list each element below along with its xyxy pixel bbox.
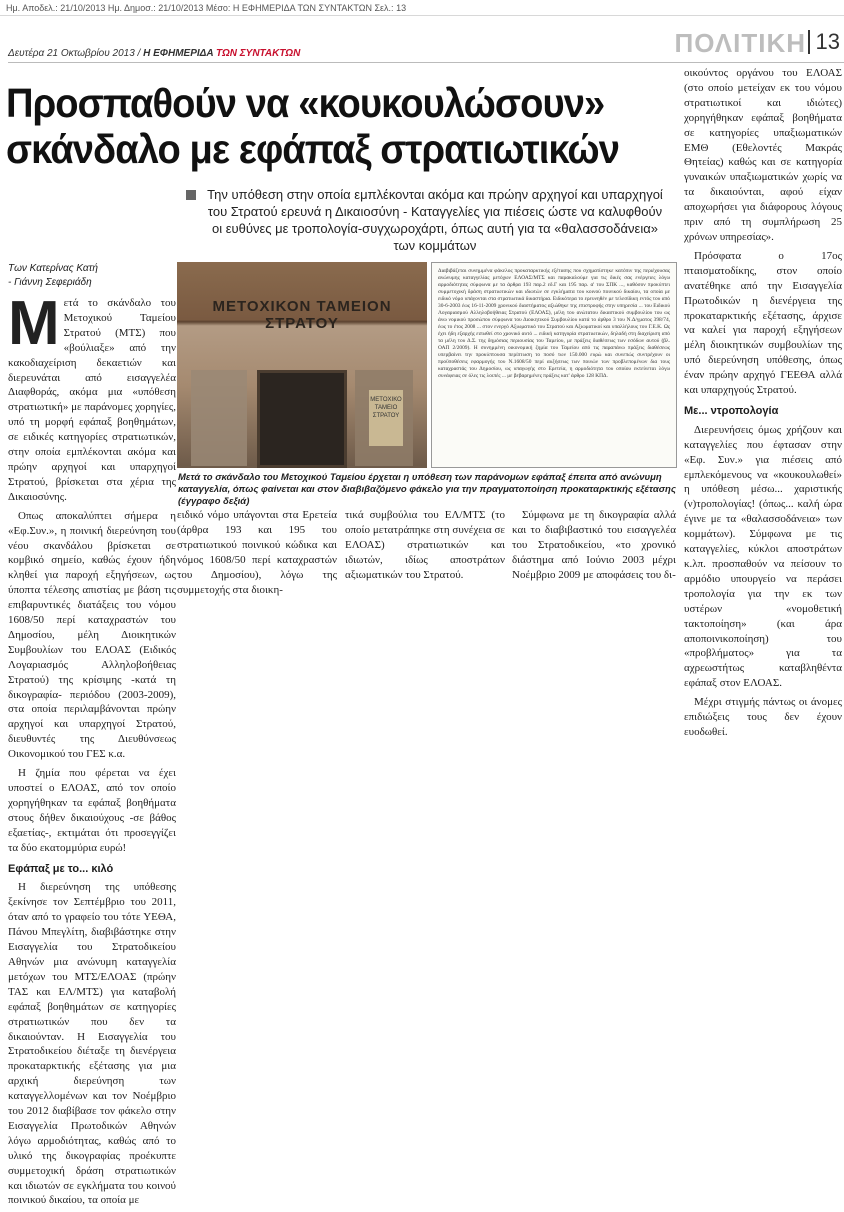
building-photo: [177, 262, 427, 468]
building-sign: ΜΕΤΟΧΙΚΟΝ ΤΑΜΕΙΟΝ ΣΤΡΑΤΟΥ: [212, 298, 392, 332]
paragraph: Η ζημία που φέρεται να έχει υποστεί ο ΕΛΟΑΣ, από τον οποίο χορηγήθηκαν τα εφάπαξ βοηθήματα στους δήθεν δικαιούχους -σε βάθος εξαετίας-, εκτιμάται ότι προσεγγίζει τα δύο εκατομμύρια ευρώ!: [8, 767, 176, 854]
issue-date: Δευτέρα 21 Οκτωβρίου 2013 /: [8, 48, 141, 59]
byline-author-1: Των Κατερίνας Κατή: [8, 263, 98, 274]
subheading: Με... ντροπολογία: [684, 404, 779, 417]
byline-author-2: - Γιάννη Σεφεριάδη: [8, 277, 92, 288]
paragraph: Σύμφωνα με τη δικογραφία αλλά και το διαβιβαστικό του εισαγγελέα του Στρατοδικείου, «το χρονικό διάστημα από Ιούνιο 2003 μέχρι Νοέμβριο 2009 με αποφάσεις του δι-: [512, 509, 676, 581]
dateline: [8, 48, 300, 59]
paragraph: Πρόσφατα ο 17ος πταισματοδίκης, στον οποίο ανατέθηκε από την Εισαγγελία Πρωτοδικών η διενέργεια της προκαταρκτικής εξέτασης, άρχισε να καλεί για παροχή εξηγήσεων μέλη διοικητικών συμβουλίων της υπό διερεύνηση υπόθεσης, όπως έναν πρώην αρχηγό ΓΕΕΘΑ αλλά και υπαρχηγούς Στρατού.: [684, 249, 842, 397]
marble-panel-left: [191, 370, 247, 466]
subhead-marker: [186, 190, 196, 200]
article-headline: Προσπαθούν να «κουκουλώσουν» σκάνδαλο με εφάπαξ στρατιωτικών: [6, 80, 619, 172]
subheading: Εφάπαξ με το... κιλό: [8, 862, 114, 875]
paragraph: τικά συμβούλια του ΕΛ/ΜΤΣ (το οποίο μετατράπηκε στη συνέχεια σε ΕΛΟΑΣ) στρατιωτικών και ιδιωτών, ιδίως αποστράτων αξιωματικών του Στρατού.: [345, 509, 505, 581]
article-column-2: [177, 508, 337, 601]
entrance-plaque: ΜΕΤΟΧΙΚΟ ΤΑΜΕΙΟ ΣΤΡΑΤΟΥ: [369, 390, 403, 446]
page-number: 13: [808, 30, 840, 54]
drop-cap: Μ: [8, 289, 60, 358]
paragraph: ετά το σκάνδαλο του Μετοχικού Ταμείου Στρατού (ΜΤΣ) που «βούλιαξε» από την κακοδιαχείριση δεκαετιών και διερευνάται από εισαγγελέα Διαφθοράς, ακόμα μια «υπόθεση στρατιωτική» με παράνομες χορηγίες, υπό τη μορφή εφάπαξ βοηθημάτων, σε ειδικές κατηγορίες στρατιωτικών, στην οποία εμπλέκονται ακόμα και πρώην αρχηγοί και υπαρχηγοί Στρατού, βρίσκεται στα χέρια της Δικαιοσύνης.: [8, 297, 177, 503]
header-rule: [8, 62, 844, 63]
paragraph: Μέχρι στιγμής πάντως οι άνομες επιδιώξεις τους δεν έχουν ευοδωθεί.: [684, 696, 842, 738]
photo-caption: Μετά το σκάνδαλο του Μετοχικού Ταμείου έρχεται η υπόθεση των παράνομων εφάπαξ έπειτα από ανώνυμη καταγγελία, όπως φαίνεται και στον διαβιβαζόμενο φάκελο για την πραγματοποίηση προκαταρκτικής εξέτασης (έγγραφο δεξιά): [178, 472, 676, 507]
article-subhead: Την υπόθεση στην οποία εμπλέκονται ακόμα και πρώην αρχηγοί και υπαρχηγοί του Στρατού ερευνά η Δικαιοσύνη - Καταγγελίες για πιέσεις ώστε να καλυφθούν οι ευθύνες με τροπολογία-συγχωροχάρτι, όπως αυτή για τα «θαλασσοδάνεια» των κομμάτων: [207, 187, 663, 253]
paragraph: ειδικό νόμο υπάγονται στα Ερετεία (άρθρα 193 και 195 του στρατιωτικού ποινικού κώδικα και νόμος 1608/50 περί καταχραστών του Δημοσίου), λόγω της συμμετοχής στα διοικη-: [177, 509, 337, 596]
publication-name-accent: ΤΩΝ ΣΥΝΤΑΚΤΩΝ: [213, 48, 301, 59]
paragraph: Οπως αποκαλύπτει σήμερα η «Εφ.Συν.», η ποινική διερεύνηση του νέου σκανδάλου βρίσκεται σε κομβικό σημείο, καθώς έχουν ήδη κληθεί για παροχή εξηγήσεων, ως ύποπτα τέλεσης απιστίας με βάση τις επιβαρυντικές διατάξεις του νόμου 1608/50 περί καταχραστών του Δημοσίου, μέλη Διοικητικών Συμβουλίων του ΕΛΟΑΣ (Ειδικός Λογαριασμός Αλληλοβοήθειας Στρατού) της κρίσιμης -κατά τη δικογραφία- περιόδου (2003-2009), στα οποία περιλαμβάνονται πρώην αρχηγοί και υπαρχηγοί Στρατού, διευθυντές της Διευθύνσεως Οικονομικού του ΓΕΣ κ.α.: [8, 509, 176, 761]
clipping-header: Ημ. Αποδελ.: 21/10/2013 Ημ. Δημοσ.: 21/10/2013 Μέσο: Η ΕΦΗΜΕΡΙΔΑ ΤΩΝ ΣΥΝΤΑΚΤΩΝ Σελ.: 13: [0, 0, 844, 16]
publication-name: Η ΕΦΗΜΕΡΙΔΑ: [143, 48, 214, 59]
paragraph: Η διερεύνηση της υπόθεσης ξεκίνησε τον Σεπτέμβριο του 2011, όταν από το γραφείο του τότε ΥΕΘΑ, Πάνου Μπεγλίτη, διαβιβάστηκε στην Εισαγγελία του Στρατοδικείου Αθηνών μια ανώνυμη καταγγελία μετόχων του ΜΤΣ/ΕΛΟΑΣ (πρώην ΤΑΣ και ΕΛ/ΜΤΣ) για καταβολή εφάπαξ βοηθημάτων σε κατηγορίες στρατιωτικών που δεν τα δικαιούνταν. Η Εισαγγελία του Στρατοδικείου διέταξε τη διενέργεια προκαταρκτικής εξέτασης για μια αρχική διερεύνηση των καταγγελλομένων και τον Νοέμβριο του 2012 διαβίβασε τον φάκελο στην Εισαγγελία Πρωτοδικών Αθηνών λόγω αρμοδιότητας, καθώς από το υλικό της δικογραφίας προέκυπτε συμμετοχική δράση στρατιωτικών και ιδιωτών σε εγκλήματα του κοινού ποινικού δικαίου, τα οποία με: [8, 881, 176, 1207]
byline: [8, 262, 176, 290]
section-label: ΠΟΛΙΤΙΚΗ: [674, 28, 806, 58]
paragraph: οικούντος οργάνου του ΕΛΟΑΣ (στο οποίο μετείχαν εκ του νόμου στρατιωτικοί και ιδιώτες) χορηγήθηκαν εφάπαξ βοηθήματα σε κατηγορίες υπαξιωματικών ΕΜΘ (Εθελοντές Μακράς Θητείας) καθώς και σε κατηγορία γυναικών υπαξιωματικών χωρίς να τα δικαιούνται, αφού είχαν αποχωρήσει για διάφορους λόγους πριν από τη συμπλήρωση 25 χρόνων υπηρεσίας».: [684, 67, 842, 243]
article-column-5: [684, 66, 842, 744]
paragraph: Διερευνήσεις όμως χρήζουν και καταγγελίες που έφτασαν στην «Εφ. Συν.» για πιέσεις από εμπλεκόμενους να «κουκουλωθεί» η υπόθεση μέσω... χαριστικής (ν)τροπολογίας! (όπως... καλή ώρα έγινε με τα «θαλασσοδάνεια» των κομμάτων). Σύμφωνα με τις καταγγελίες, κύκλοι αποστράτων κ.λπ. προσπαθούν να πείσουν το αρμόδιο υπουργείο να περάσει τροπολογία για την εκ των υστέρων «νομοθετική τακτοποίηση» (και άρα αποποινικοποίηση) του «προβλήματος» για τα αχρεωστήτως καταβληθέντα εφάπαξ στον ΕΛΟΑΣ.: [684, 423, 842, 690]
article-column-4: [512, 508, 676, 587]
article-column-3: [345, 508, 505, 587]
document-excerpt: Διαβιβάζεται συνημμένα φάκελος προκαταρκτικής εξέτασης που σχηματίστηκε κατόπιν της περιέχουσας ανώνυμης καταγγελίας μετόχων ΕΛΟΑΣ/ΜΤΣ και παρακαλούμε για τις δικές σας ενέργειες λόγω αρμοδιότητας σύμφωνα με τα άρθρα 193 παρ.2 εδ.Γ και 195 παρ. α' του ΣΠΚ ..., καθόσον προκύπτει συμμετοχική δράση στρατιωτικών και ιδιωτών σε εγκλήματα του κοινού ποινικού δικαίου, τα οποία με ειδικό νόμο υπάγονται στα στρατιωτικά δικαστήρια. Ειδικότερα το ερευνηθέν με τελεσίδικη εντός του από 30-6-2003 έως 16-11-2009 χρονικού διαστήματος αξιώθηκε της επιστροφής στην υπηρεσία ... του Ειδικού Λογαριασμού Αλληλοβοήθειας Στρατού (ΕΛΟΑΣ), μέλη του ανώτατου δικαστικού συμβουλίου του ως άνω νομικού προσώπου σύμφωνα του Διοικητικού Συμβουλίου κατά το άρθρο 3 του Ν.Δ/γματος 398/74, έως το έτος 2008 ... στον ενεργό Αξιωματικό του Στρατού και Αξιωματικοί και υπαλλήλους του Γ.Ε.Κ. Ως έχει ήδη εξαρχής ειπωθεί στο χρονικό αυτό ... ειδική κατηγορία στρατιωτικών, δηλαδή στη διαχείριση από τα μέλη του Δ.Σ. της δημόσιας περιουσίας του Ταμείου, με πράξεις διαθέσεως των εσόδων αυτού (βλ. ΟΑΠ 2/2009). Η συνημμένη οικονομική ζημία του Ταμείου από τις παραπάνω πράξεις διαθέσεως υπερβαίνει την προκύπτουσα περίπτωση το ποσό των 150.000 ευρώ και συνεπώς συντρέχουν οι προϋποθέσεις εφαρμογής του Ν.1608/50 περί αυξήσεως των ποινών των προβλεπομένων δια τους καταχραστάς του Δημοσίου, ως υπαγωγής στο Ερετεία, η αρμοδιότητα του οποίου εκτείνεται λόγω συνάφειας σε όλες τις λοιπές ... με βεβαρημένες πράξεις κατ' άρθρο 128 ΚΠΔ.: [431, 262, 677, 468]
article-column-1: [8, 289, 177, 1212]
entrance-door: [257, 370, 347, 468]
